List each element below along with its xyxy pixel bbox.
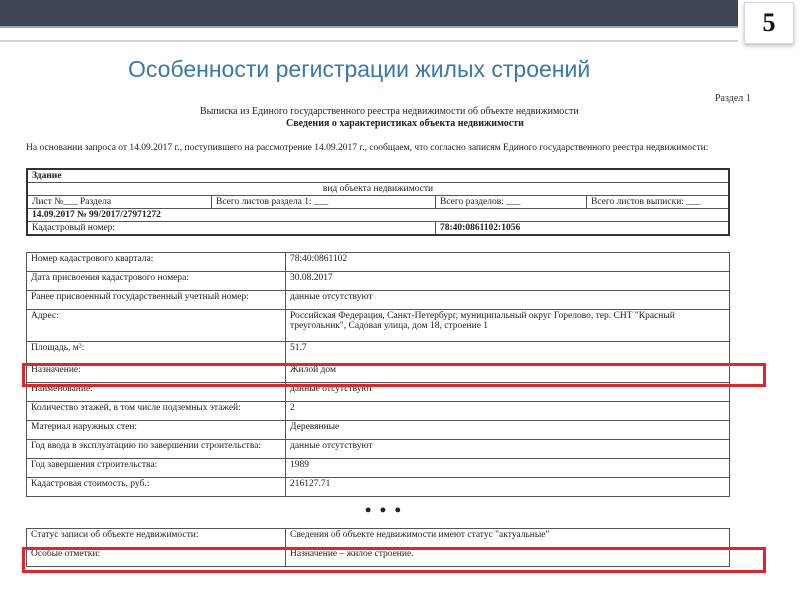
sheets-in-section: Всего листов раздела 1: ___ bbox=[212, 196, 436, 209]
highlight-special-notes-row bbox=[22, 547, 766, 573]
cadastral-number-value: 78:40:0861102:1056 bbox=[436, 222, 730, 236]
table-row bbox=[27, 272, 730, 291]
row-value: 1989 bbox=[286, 459, 730, 478]
record-number: 14.09.2017 № 99/2017/27971272 bbox=[27, 209, 729, 222]
row-value: 78:40:0861102 bbox=[286, 253, 730, 272]
top-bar bbox=[0, 0, 738, 28]
omission-dots: • • • bbox=[365, 500, 403, 520]
row-label: Адрес: bbox=[27, 310, 286, 342]
document-subheader: Сведения о характеристиках объекта недвижимости bbox=[286, 118, 524, 129]
table-row bbox=[27, 253, 730, 272]
table-row bbox=[27, 529, 730, 548]
row-label: Материал наружных стен: bbox=[27, 421, 286, 440]
table-row bbox=[27, 402, 730, 421]
row-value: Сведения об объекте недвижимости имеют статус "актуальные" bbox=[286, 529, 730, 548]
row-label: Дата присвоения кадастрового номера: bbox=[27, 272, 286, 291]
sheets-total: Всего листов выписки: ___ bbox=[587, 196, 730, 209]
row-value: Жилой дом bbox=[286, 364, 730, 383]
row-label: Особые отметки: bbox=[27, 548, 286, 567]
row-label: Назначение: bbox=[27, 364, 286, 383]
row-label: Кадастровая стоимость, руб.: bbox=[27, 478, 286, 497]
table-row bbox=[27, 291, 730, 310]
row-value: данные отсутствуют bbox=[286, 291, 730, 310]
table-row bbox=[27, 478, 730, 497]
row-value: 51.7 bbox=[286, 342, 730, 364]
sheet-number: Лист №___ Раздела bbox=[27, 196, 212, 209]
row-value: данные отсутствуют bbox=[286, 383, 730, 402]
table-row bbox=[27, 459, 730, 478]
header-table bbox=[26, 168, 730, 236]
row-label: Площадь, м²: bbox=[27, 342, 286, 364]
table-row bbox=[27, 342, 730, 364]
row-label: Год завершения строительства: bbox=[27, 459, 286, 478]
row-value: 2 bbox=[286, 402, 730, 421]
row-label: Количество этажей, в том числе подземных этажей: bbox=[27, 402, 286, 421]
cadastral-number-label: Кадастровый номер: bbox=[27, 222, 436, 236]
row-value: Назначение – жилое строение. bbox=[286, 548, 730, 567]
sections-total: Всего разделов: ___ bbox=[436, 196, 587, 209]
object-caption: вид объекта недвижимости bbox=[27, 183, 729, 196]
row-value: данные отсутствуют bbox=[286, 440, 730, 459]
row-value: Российская Федерация, Санкт-Петербург, муниципальный округ Горелово, тер. СНТ "Красный треугольник", Садовая улица, дом 18, строение 1 bbox=[286, 310, 730, 342]
row-label: Ранее присвоенный государственный учетный номер: bbox=[27, 291, 286, 310]
table-row bbox=[27, 310, 730, 342]
object-type: Здание bbox=[27, 169, 729, 183]
highlight-purpose-row bbox=[22, 363, 766, 387]
row-value: Деревянные bbox=[286, 421, 730, 440]
document-header: Выписка из Единого государственного реестра недвижимости об объекте недвижимости bbox=[200, 106, 579, 117]
slide-title: Особенности регистрации жилых строений bbox=[128, 56, 591, 82]
row-label: Статус записи об объекте недвижимости: bbox=[27, 529, 286, 548]
section-label: Раздел 1 bbox=[715, 93, 751, 104]
row-value: 216127.71 bbox=[286, 478, 730, 497]
document-intro: На основании запроса от 14.09.2017 г., поступившего на рассмотрение 14.09.2017 г., сообщаем, что согласно записям Единого государственного реестра недвижимости: bbox=[26, 143, 709, 153]
table-row bbox=[27, 421, 730, 440]
table-row bbox=[27, 440, 730, 459]
row-label: Наименование: bbox=[27, 383, 286, 402]
top-bar-accent-line bbox=[0, 40, 738, 42]
row-value: 30.08.2017 bbox=[286, 272, 730, 291]
page-number: 5 bbox=[744, 2, 794, 44]
row-label: Номер кадастрового квартала: bbox=[27, 253, 286, 272]
row-label: Год ввода в эксплуатацию по завершении строительства: bbox=[27, 440, 286, 459]
